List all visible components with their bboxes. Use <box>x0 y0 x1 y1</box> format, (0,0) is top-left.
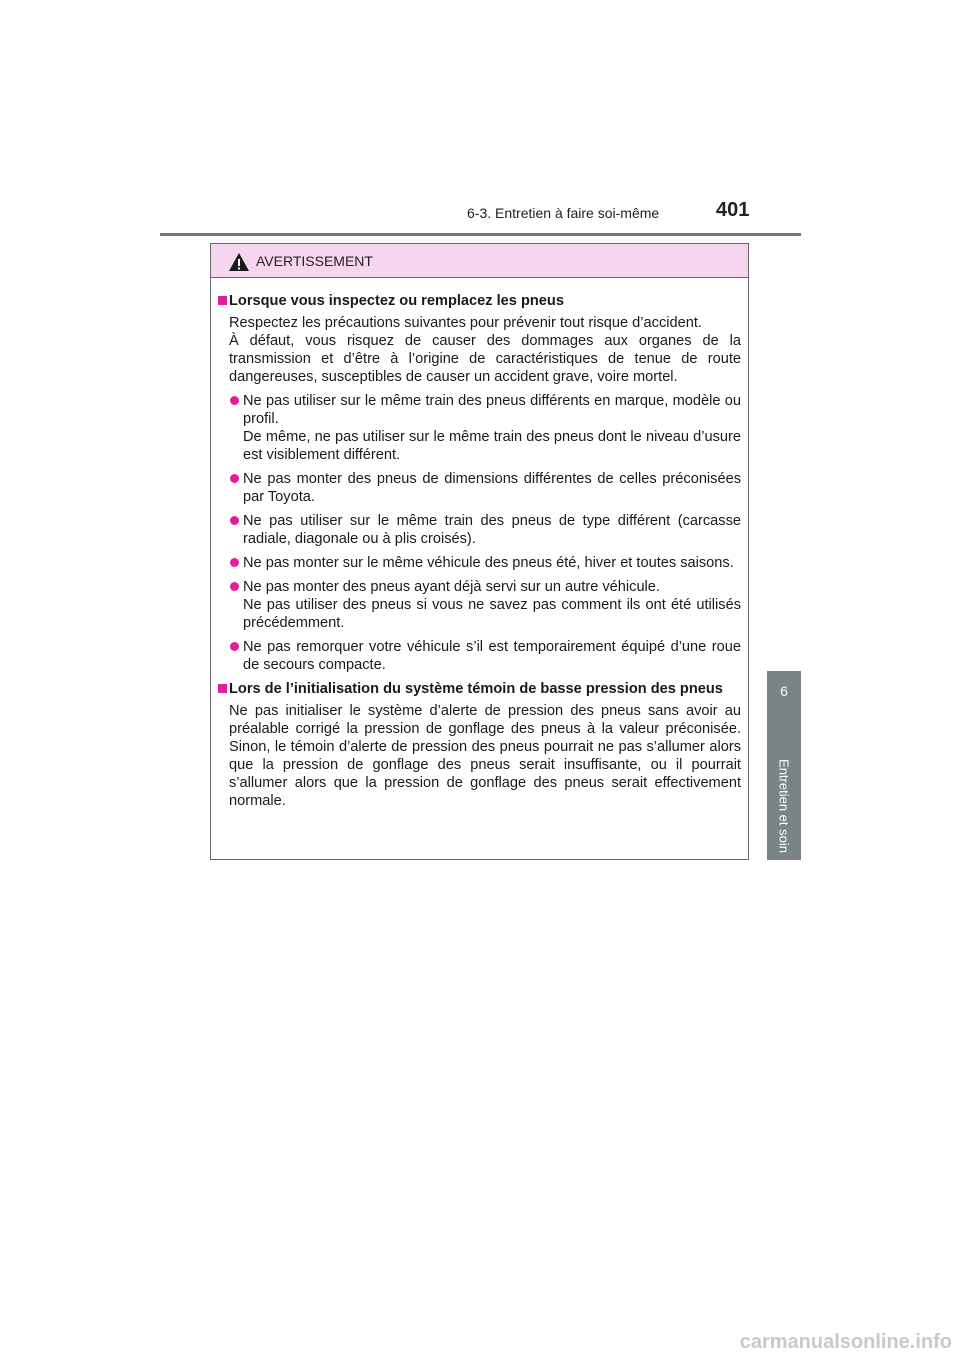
bullet-dot-icon <box>230 558 239 567</box>
bullet-dot-icon <box>230 396 239 405</box>
header-rule <box>160 233 801 236</box>
bullet-dot-icon <box>230 642 239 651</box>
section-paragraph: À défaut, vous risquez de causer des dommages aux organes de la transmission et d’être à l’origine de caractéristiques de tenue de route dangereuses, susceptibles de causer un accident grave, voire mortel. <box>229 333 741 385</box>
warning-content <box>211 278 748 810</box>
bullet-text: Ne pas remorquer votre véhicule s’il est temporairement équipé d’une roue de secours compacte. <box>243 639 741 673</box>
header-section-title: 6-3. Entretien à faire soi-même <box>467 205 660 221</box>
bullet-text: Ne pas utiliser sur le même train des pneus différents en marque, modèle ou profil. <box>243 393 741 427</box>
bullet-text: De même, ne pas utiliser sur le même train des pneus dont le niveau d’usure est visiblement différent. <box>243 429 741 463</box>
bullet-item <box>218 554 741 572</box>
chapter-label-text: Entretien et soin <box>776 759 792 853</box>
bullet-text: Ne pas monter sur le même véhicule des pneus été, hiver et toutes saisons. <box>243 555 734 571</box>
bullet-dot-icon <box>230 582 239 591</box>
chapter-side-tab <box>767 671 801 860</box>
warning-section <box>218 680 741 698</box>
warning-box <box>210 243 749 860</box>
bullet-dot-icon <box>230 516 239 525</box>
bullet-text: Ne pas monter des pneus de dimensions différentes de celles préconisées par Toyota. <box>243 471 741 505</box>
bullet-item <box>218 470 741 506</box>
section-square-icon <box>218 296 227 305</box>
chapter-label <box>767 756 801 856</box>
page-number: 401 <box>716 199 750 221</box>
bullet-item <box>218 638 741 674</box>
bullet-item <box>218 578 741 632</box>
chapter-number: 6 <box>780 683 788 699</box>
bullet-text: Ne pas utiliser sur le même train des pneus de type différent (carcasse radiale, diagonale ou à plis croisés). <box>243 513 741 547</box>
bullet-item <box>218 392 741 464</box>
bullet-text: Ne pas utiliser des pneus si vous ne savez pas comment ils ont été utilisés précédemment. <box>243 597 741 631</box>
section-paragraph: Ne pas initialiser le système d’alerte de pression des pneus sans avoir au préalable corrigé la pression de gonflage des pneus à la valeur préconisée. Sinon, le témoin d’alerte de pression des pneus pourrait ne pas s’allumer alors que la pression de gonflage des pneus serait insuffisante, ou il pourrait s’allumer alors que la pression de gonflage des pneus serait effectivement normale. <box>229 703 741 809</box>
bullet-item <box>218 512 741 548</box>
warning-triangle-icon <box>228 252 250 272</box>
warning-title: AVERTISSEMENT <box>256 253 373 269</box>
bullet-dot-icon <box>230 474 239 483</box>
warning-header <box>211 244 748 278</box>
section-paragraph: Respectez les précautions suivantes pour prévenir tout risque d’accident. <box>229 315 702 331</box>
section-title: Lors de l’initialisation du système témoin de basse pression des pneus <box>229 681 723 697</box>
bullet-text: Ne pas monter des pneus ayant déjà servi sur un autre véhicule. <box>243 579 660 595</box>
watermark: carmanualsonline.info <box>739 1331 952 1353</box>
section-title: Lorsque vous inspectez ou remplacez les pneus <box>229 293 564 309</box>
section-square-icon <box>218 684 227 693</box>
warning-section <box>218 292 741 310</box>
